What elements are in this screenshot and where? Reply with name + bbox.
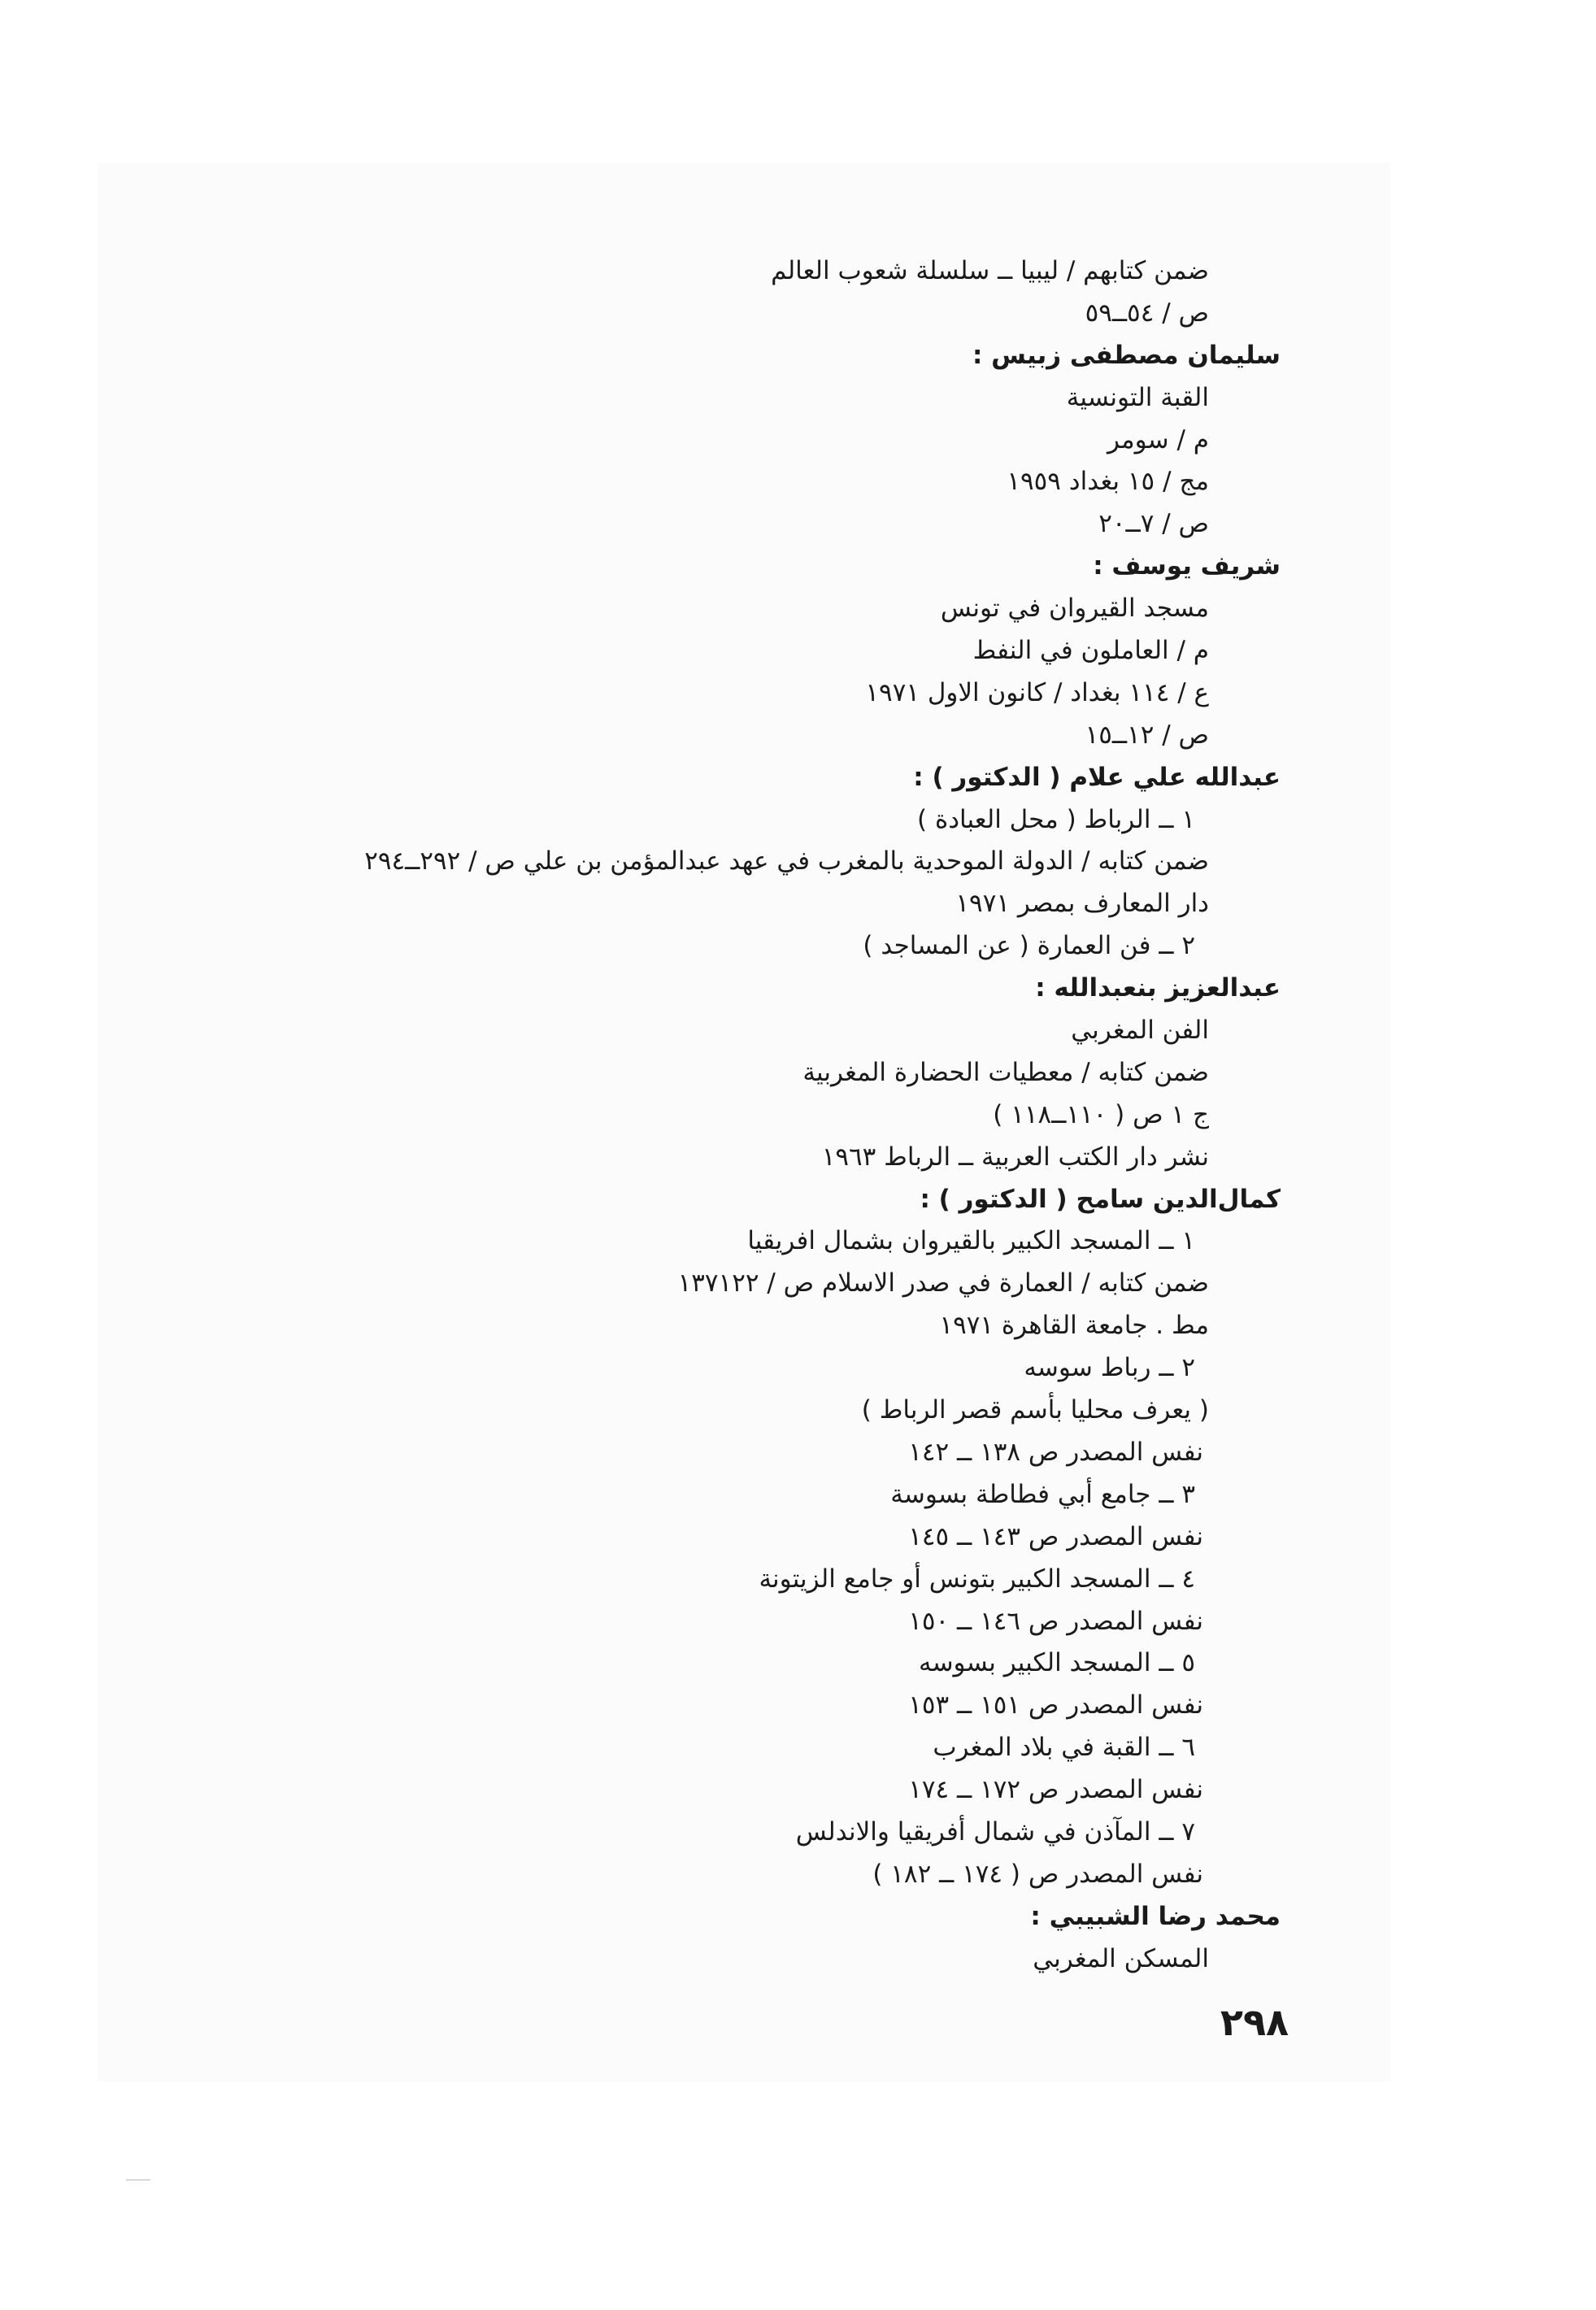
- entry-line: ( يعرف محليا بأسم قصر الرباط ): [861, 1395, 1209, 1425]
- entry-line: نفس المصدر ص ١٤٦ ــ ١٥٠: [908, 1606, 1203, 1636]
- author-heading: شريف يوسف :: [1093, 551, 1281, 581]
- entry-line: مسجد القيروان في تونس: [940, 594, 1209, 624]
- entry-line: ٢ ــ رباط سوسه: [1024, 1353, 1195, 1383]
- entry-line: نفس المصدر ص ١٧٢ ــ ١٧٤: [908, 1775, 1203, 1805]
- entry-line: م / سومر: [1107, 424, 1209, 455]
- entry-line: ضمن كتابه / الدولة الموحدية بالمغرب في عهد عبدالمؤمن بن علي ص / ٢٩٢ــ٢٩٤: [364, 846, 1209, 877]
- entry-line: ٣ ــ جامع أبي فطاطة بسوسة: [890, 1479, 1195, 1509]
- entry-line: نشر دار الكتب العربية ــ الرباط ١٩٦٣: [821, 1142, 1209, 1172]
- entry-line: دار المعارف بمصر ١٩٧١: [955, 889, 1209, 919]
- author-heading: كمال‌الدين سامح ( الدكتور ) :: [920, 1184, 1281, 1214]
- entry-line: ضمن كتابهم / ليبيا ــ سلسلة شعوب العالم: [771, 256, 1209, 285]
- entry-line: ضمن كتابه / معطيات الحضارة المغربية: [802, 1057, 1209, 1087]
- entry-line: القبة التونسية: [1066, 382, 1209, 412]
- scan-mark: [126, 2179, 150, 2181]
- entry-line: ٦ ــ القبة في بلاد المغرب: [933, 1733, 1195, 1763]
- entry-line: ع / ١١٤ بغداد / كانون الاول ١٩٧١: [865, 677, 1209, 707]
- entry-line: ١ ــ المسجد الكبير بالقيروان بشمال افريقيا: [747, 1226, 1195, 1256]
- author-heading: عبدالعزيز بنعبدالله :: [1035, 973, 1281, 1003]
- entry-line: مج / ١٥ بغداد ١٩٥٩: [1007, 467, 1209, 497]
- entry-line: نفس المصدر ص ١٤٣ ــ ١٤٥: [908, 1521, 1203, 1551]
- entry-line: ٤ ــ المسجد الكبير بتونس أو جامع الزيتونة: [759, 1564, 1195, 1594]
- entry-line: نفس المصدر ص ( ١٧٤ ــ ١٨٢ ): [872, 1859, 1203, 1889]
- bibliography-list: [240, 250, 1281, 1981]
- entry-line: ٢ ــ فن العمارة ( عن المساجد ): [863, 931, 1195, 961]
- author-heading: عبدالله علي علام ( الدكتور ) :: [913, 762, 1281, 792]
- entry-line: نفس المصدر ص ١٣٨ ــ ١٤٢: [908, 1437, 1203, 1467]
- entry-line: مط . جامعة القاهرة ١٩٧١: [939, 1311, 1209, 1341]
- entry-line: المسكن المغربي: [1033, 1943, 1209, 1973]
- entry-line: ص / ٥٤ــ٥٩: [1085, 298, 1209, 328]
- entry-line: ٧ ــ المآذن في شمال أفريقيا والاندلس: [795, 1816, 1195, 1847]
- entry-line: ضمن كتابه / العمارة في صدر الاسلام ص / ١٣٧١٢٢: [677, 1268, 1209, 1299]
- entry-line: م / العاملون في النفط: [972, 636, 1209, 666]
- entry-line: نفس المصدر ص ١٥١ ــ ١٥٣: [908, 1690, 1203, 1721]
- page-number: ٢٩٨: [1220, 2000, 1289, 2044]
- entry-line: ج ١ ص ( ١١٠ــ١١٨ ): [993, 1099, 1209, 1129]
- entry-line: ص / ١٢ــ١٥: [1085, 720, 1209, 750]
- author-heading: محمد رضا الشبيبي :: [1030, 1901, 1281, 1931]
- entry-line: ص / ٧ــ٢٠: [1098, 509, 1209, 539]
- entry-line: ٥ ــ المسجد الكبير بسوسه: [918, 1648, 1195, 1678]
- author-heading: سليمان مصطفى زبيس :: [972, 340, 1281, 370]
- entry-line: الفن المغربي: [1071, 1016, 1209, 1046]
- entry-line: ١ ــ الرباط ( محل العبادة ): [917, 804, 1195, 834]
